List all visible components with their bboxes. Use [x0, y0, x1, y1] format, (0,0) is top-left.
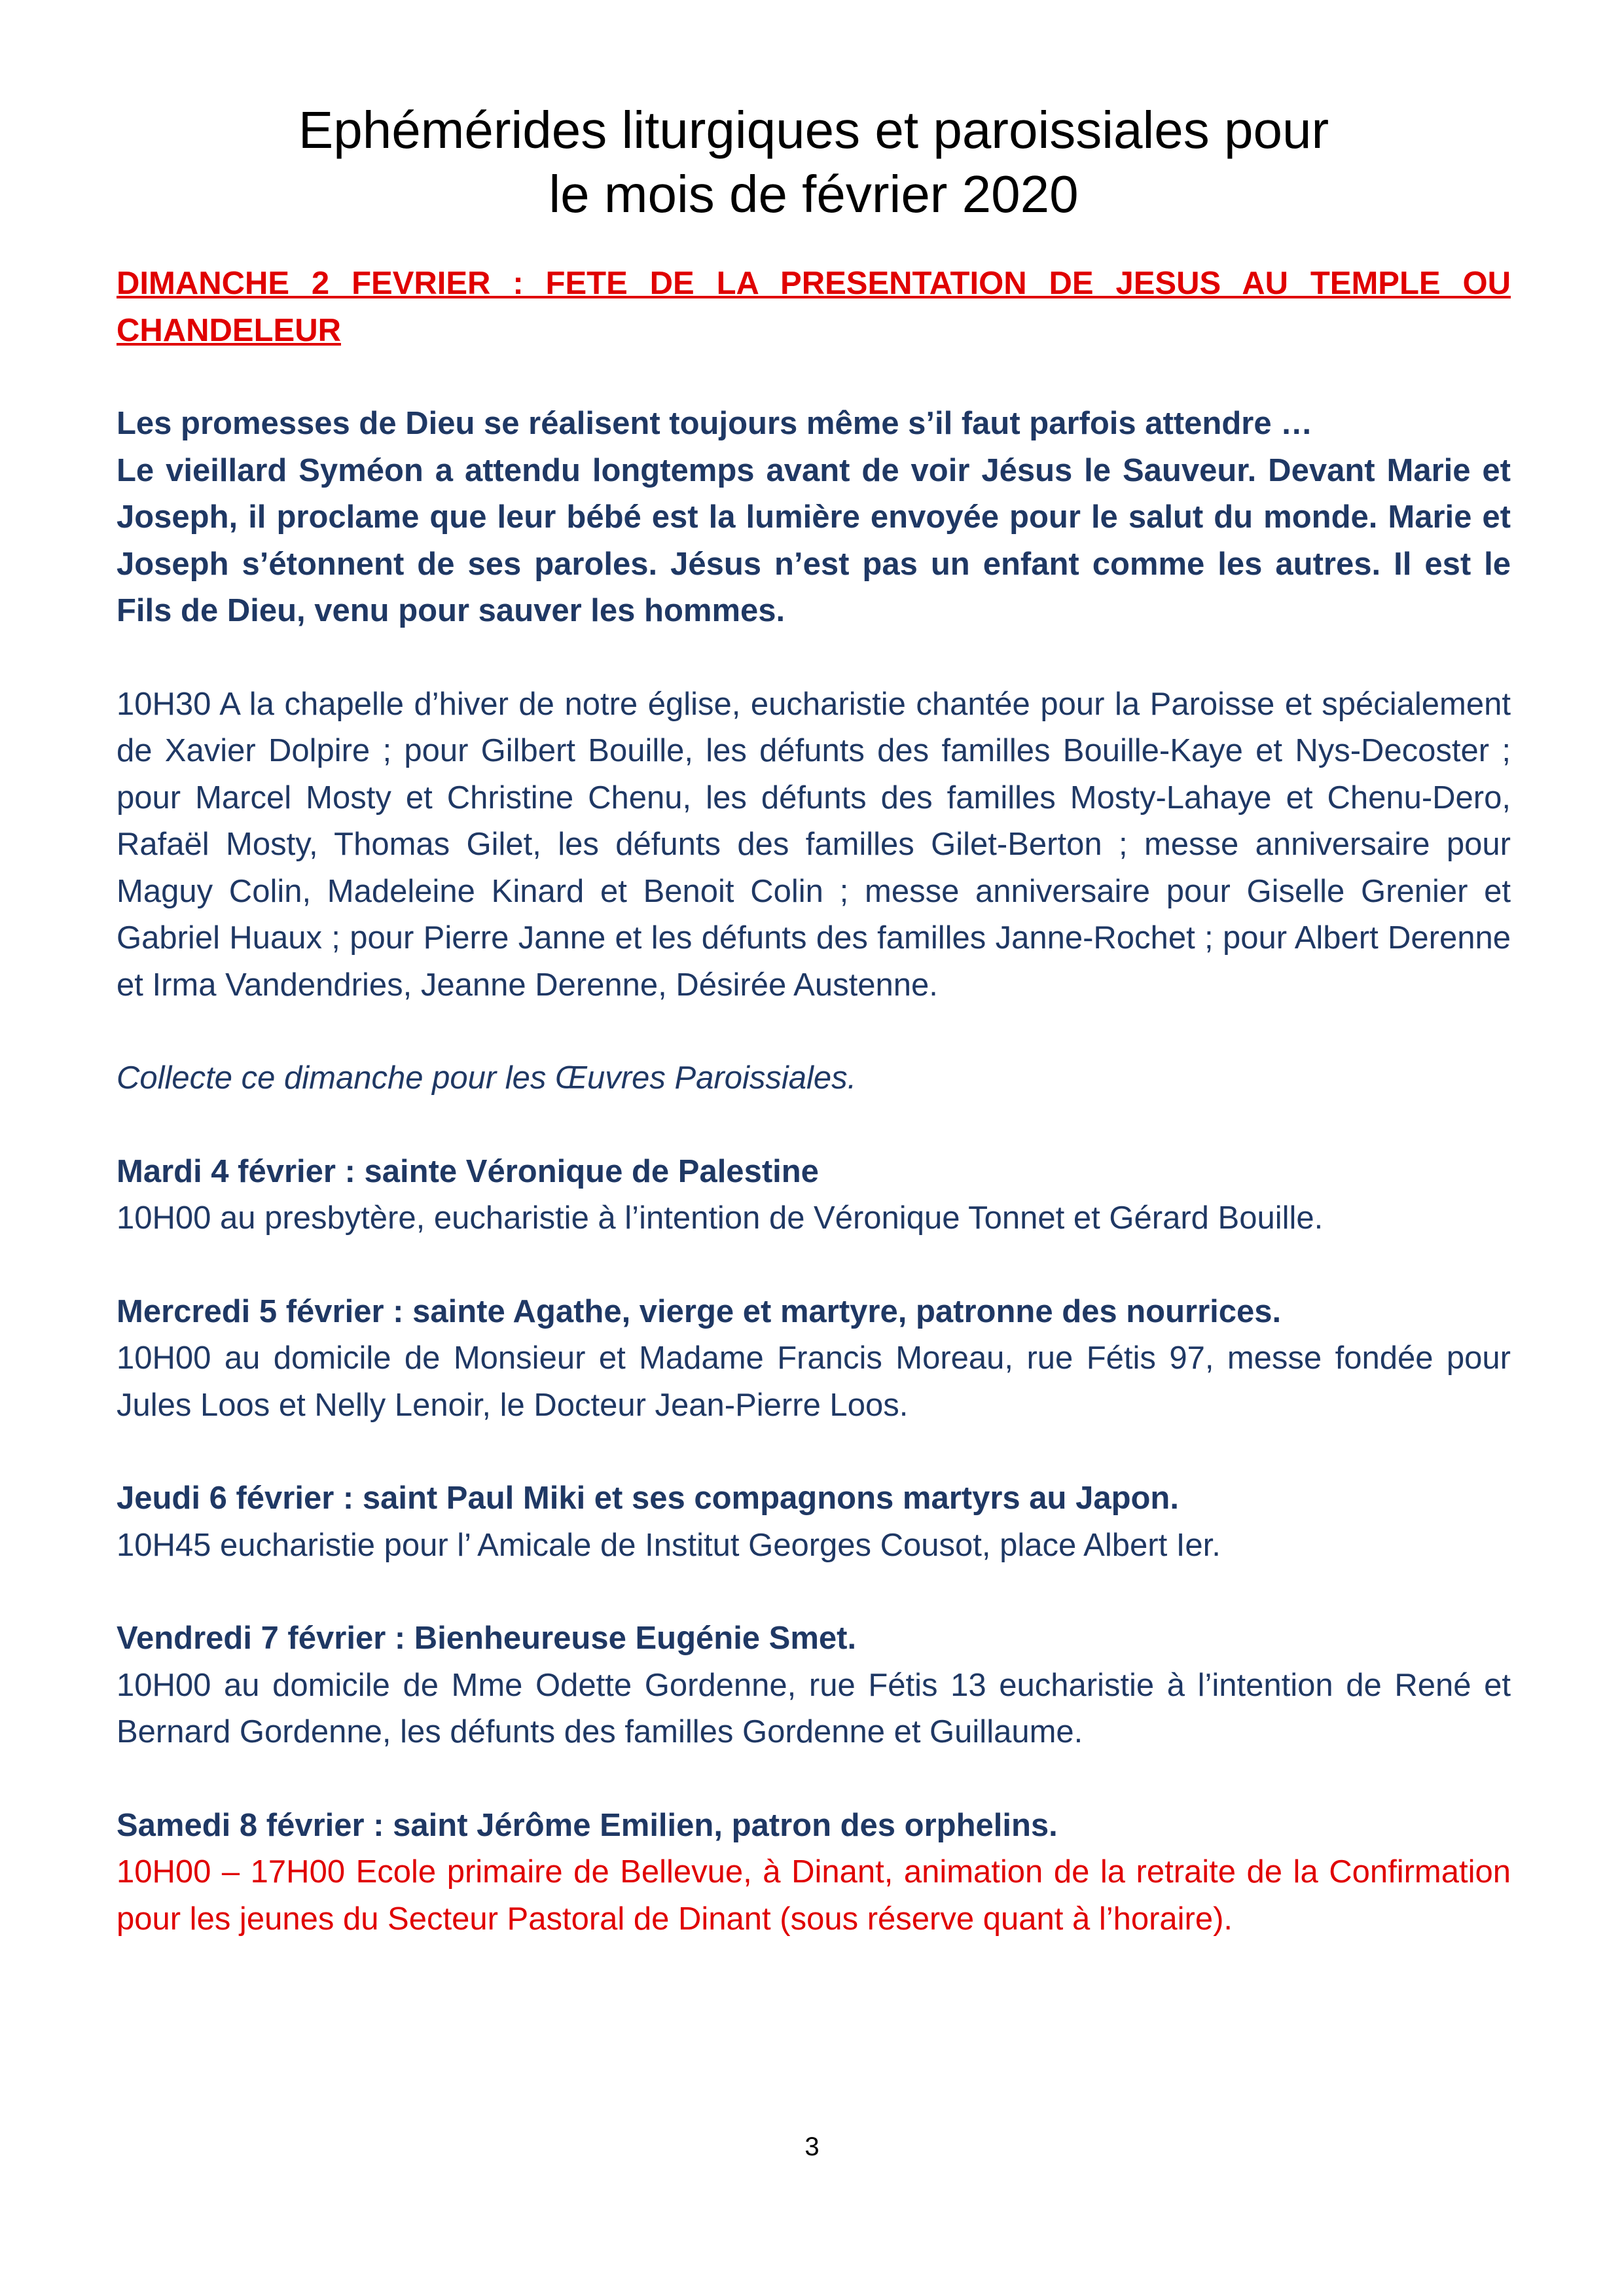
day-text: 10H00 – 17H00 Ecole primaire de Bellevue, à Dinant, animation de la retraite de la Confirmation pour les jeunes du Secteur Pastoral de Dinant (sous réserve quant à l’horaire).	[117, 1854, 1511, 1937]
collection-note: Collecte ce dimanche pour les Œuvres Paroissiales.	[117, 1060, 857, 1096]
day-entry-tuesday	[117, 1149, 1511, 1242]
feast-intro-first-line: Les promesses de Dieu se réalisent toujours même s’il faut parfois attendre …	[117, 406, 1313, 441]
day-heading: Samedi 8 février : saint Jérôme Emilien, patron des orphelins.	[117, 1807, 1058, 1843]
day-text: 10H00 au presbytère, eucharistie à l’intention de Véronique Tonnet et Gérard Bouille.	[117, 1200, 1324, 1236]
day-text: 10H00 au domicile de Monsieur et Madame Francis Moreau, rue Fétis 97, messe fondée pour Jules Loos et Nelly Lenoir, le Docteur Jean-Pierre Loos.	[117, 1340, 1511, 1423]
title-line-1: Ephémérides liturgiques et paroissiales pour	[298, 101, 1329, 159]
day-entry-saturday	[117, 1803, 1511, 1943]
page-title	[117, 98, 1511, 226]
day-heading: Jeudi 6 février : saint Paul Miki et ses compagnons martyrs au Japon.	[117, 1480, 1179, 1516]
feast-intro-text: Le vieillard Syméon a attendu longtemps avant de voir Jésus le Sauveur. Devant Marie et Joseph, il proclame que leur bébé est la lumière envoyée pour le salut du monde. Marie et Joseph s’étonnent de ses paroles. Jésus n’est pas un enfant comme les autres. Il est le Fils de Dieu, venu pour sauver les hommes.	[117, 452, 1511, 628]
feast-section	[117, 260, 1511, 354]
day-entry-wednesday	[117, 1289, 1511, 1429]
day-entry-friday	[117, 1615, 1511, 1756]
title-line-2: le mois de février 2020	[549, 165, 1079, 223]
document-page	[117, 98, 1511, 1989]
day-text: 10H00 au domicile de Mme Odette Gordenne, rue Fétis 13 eucharistie à l’intention de René et Bernard Gordenne, les défunts des familles Gordenne et Guillaume.	[117, 1667, 1511, 1749]
day-heading: Mardi 4 février : sainte Véronique de Palestine	[117, 1153, 819, 1189]
day-entry-thursday	[117, 1475, 1511, 1569]
day-heading: Mercredi 5 février : sainte Agathe, vierge et martyre, patronne des nourrices.	[117, 1293, 1282, 1329]
day-text: 10H45 eucharistie pour l’ Amicale de Institut Georges Cousot, place Albert Ier.	[117, 1527, 1221, 1563]
feast-intro	[117, 401, 1511, 635]
feast-mass-intentions: 10H30 A la chapelle d’hiver de notre église, eucharistie chantée pour la Paroisse et spécialement de Xavier Dolpire ; pour Gilbert Bouille, les défunts des familles Bouille-Kaye et Nys-Decoster ; pour Marcel Mosty et Christine Chenu, les défunts des familles Mosty-Lahaye et Chenu-Dero, Rafaël Mosty, Thomas Gilet, les défunts des familles Gilet-Berton ; messe anniversaire pour Maguy Colin, Madeleine Kinard et Benoit Colin ; messe anniversaire pour Giselle Grenier et Gabriel Huaux ; pour Pierre Janne et les défunts des familles Janne-Rochet ; pour Albert Derenne et Irma Vandendries, Jeanne Derenne, Désirée Austenne.	[117, 686, 1511, 1003]
page-number: 3	[804, 2132, 820, 2161]
day-heading: Vendredi 7 février : Bienheureuse Eugénie Smet.	[117, 1621, 857, 1656]
feast-heading: DIMANCHE 2 FEVRIER : FETE DE LA PRESENTATION DE JESUS AU TEMPLE OU CHANDELEUR	[117, 266, 1511, 348]
